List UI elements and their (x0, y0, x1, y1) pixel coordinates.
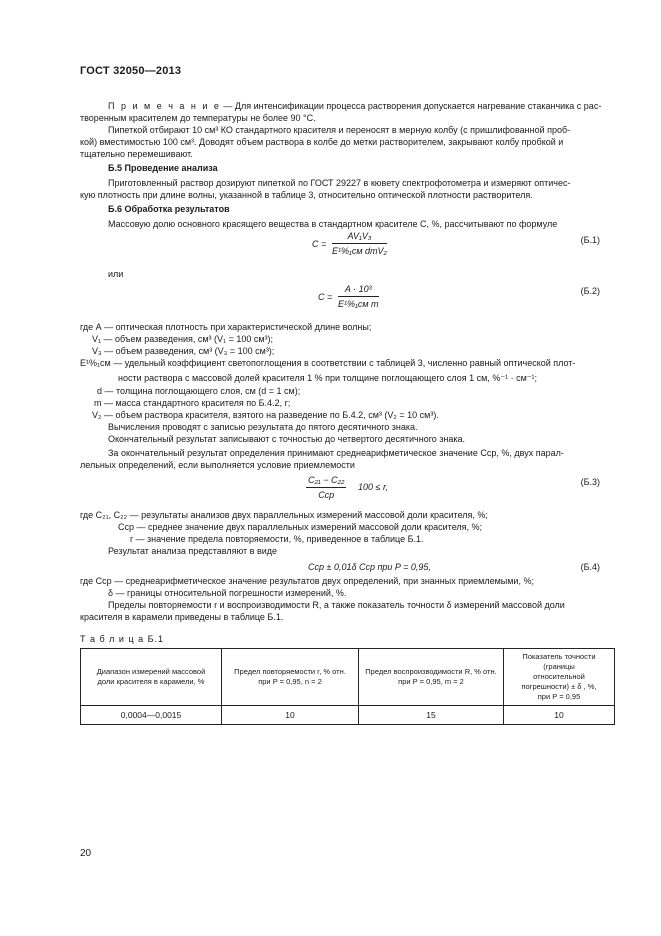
document-header: ГОСТ 32050—2013 (80, 65, 182, 77)
formula-b2-lhs: C = (318, 292, 333, 302)
note-label: П р и м е ч а н и е (108, 101, 221, 111)
where-line-3: V₃ — объем разведения, см³ (V₃ = 100 см³); (92, 346, 275, 356)
where-line-7: m — масса стандартного красителя по Б.4.2, г; (94, 398, 291, 408)
where-line-10: Окончательный результат записывают с точностью до четвертого десятичного знака. (108, 434, 466, 444)
note-text-2: творенным красителем до температуры не более 90 °С. (80, 113, 316, 123)
table-caption: Т а б л и ц а Б.1 (80, 634, 165, 644)
pipette-text-1: Пипеткой отбирают 10 см³ КО стандартного красителя и переносят в мерную колбу (с пришлифованной проб- (108, 125, 571, 135)
formula-b3-rhs: 100 ≤ r, (358, 482, 388, 492)
where-line-5: ности раствора с массовой долей красителя 1 % при толщине поглощающего слоя 1 см, %⁻¹ · см⁻¹; (118, 373, 538, 383)
where-line-1: где А — оптическая плотность при характеристической длине волны; (80, 322, 372, 332)
table-header-repeatability: Предел повторяемости r, % отн. при P = 0,95, n = 2 (222, 649, 359, 706)
table-cell-repeatability: 10 (222, 706, 359, 725)
where2-line-1: где С₂₁, С₂₂ — результаты анализов двух параллельных измерений массовой доли красителя, %; (80, 510, 488, 520)
table-header-reproducibility: Предел воспроизводимости R, % отн. при P = 0,95, m = 2 (359, 649, 504, 706)
where-line-4: E¹%₁см — удельный коэффициент светопоглощения в соответствии с таблицей 3, численно равный оптической плот- (80, 358, 576, 368)
formula-b3-denominator: Сср (318, 490, 335, 500)
b5-text-1: Приготовленный раствор дозируют пипеткой по ГОСТ 29227 в кювету спектрофотометра и измеряют оптичес- (108, 178, 571, 188)
table-cell-accuracy: 10 (504, 706, 615, 725)
where3-line-2: δ — границы относительной погрешности измерений, %. (108, 588, 347, 598)
table-cell-range: 0,0004—0,0015 (81, 706, 222, 725)
where-line-12: лельных определений, если выполняется условие приемлемости (80, 460, 355, 470)
pipette-text-3: тщательно перемешивают. (80, 149, 193, 159)
table-header-accuracy: Показатель точности (границы относительной погрешности) ± δ , %, при P = 0,95 (504, 649, 615, 706)
formula-b3-numerator: C₂₁ − C₂₂ (306, 474, 346, 488)
where2-line-3: r — значение предела повторяемости, %, приведенное в таблице Б.1. (130, 534, 424, 544)
formula-b1-lhs: C = (312, 239, 327, 249)
formula-b1-denominator: E¹%₁см dmV₂ (332, 246, 387, 256)
where-line-6: d — толщина поглощающего слоя, см (d = 1 см); (97, 386, 301, 396)
where3-line-3: Пределы повторяемости r и воспроизводимости R, а также показатель точности δ измерений массовой доли (108, 600, 565, 610)
note-text-1: — Для интенсификации процесса растворения допускается нагревание стаканчика с рас- (220, 101, 602, 111)
where2-line-4: Результат анализа представляют в виде (108, 546, 278, 556)
formula-b1-numerator: AV₁V₃ (332, 230, 387, 244)
formula-b2-number: (Б.2) (580, 286, 600, 296)
formula-b3-fraction (306, 474, 346, 501)
where-line-2: V₁ — объем разведения, см³ (V₁ = 100 см³); (92, 334, 274, 344)
note-paragraph (108, 100, 601, 112)
or-text: или (108, 269, 124, 279)
table-b1 (80, 648, 615, 725)
formula-b1-fraction (332, 230, 387, 257)
section-b6-heading: Б.6 Обработка результатов (108, 204, 230, 214)
where-line-11: За окончательный результат определения принимают среднеарифметическое значение Сср, %, двух парал- (108, 448, 564, 458)
b6-text-1: Массовую долю основного красящего вещества в стандартном красителе С, %, рассчитывают по формуле (108, 219, 558, 229)
section-b5-heading: Б.5 Проведение анализа (108, 163, 218, 173)
table-header-range: Диапазон измерений массовой доли красителя в карамели, % (81, 649, 222, 706)
where3-line-4: красителя в карамели приведены в таблице Б.1. (80, 612, 284, 622)
formula-b2-denominator: E¹%₁см m (338, 299, 379, 309)
where2-line-2: Сср — среднее значение двух параллельных измерений массовой доли красителя, %; (118, 522, 483, 532)
formula-b4-number: (Б.4) (580, 562, 600, 572)
b5-text-2: кую плотность при длине волны, указанной в таблице 3, относительно оптической плотности растворителя. (80, 190, 533, 200)
table-header-row (81, 649, 615, 706)
page-number: 20 (80, 848, 92, 859)
formula-b3-number: (Б.3) (580, 477, 600, 487)
formula-b2-fraction (338, 283, 379, 310)
formula-b4-expression: Сср ± 0,01δ Сср при P = 0,95, (308, 562, 431, 572)
formula-b2-numerator: A · 10³ (338, 283, 379, 297)
where-line-9: Вычисления проводят с записью результата до пятого десятичного знака. (108, 422, 418, 432)
where-line-8: V₂ — объем раствора красителя, взятого на разведение по Б.4.2, см³ (V₂ = 10 см³). (92, 410, 439, 420)
pipette-text-2: кой) вместимостью 100 см³. Доводят объем раствора в колбе до метки растворителем, закрывают колбу пробкой и (80, 137, 564, 147)
where3-line-1: где Сср — среднеарифметическое значение результатов двух определений, при знанных приемлемыми, %; (80, 576, 534, 586)
formula-b1-number: (Б.1) (580, 235, 600, 245)
table-cell-reproducibility: 15 (359, 706, 504, 725)
table-row (81, 706, 615, 725)
